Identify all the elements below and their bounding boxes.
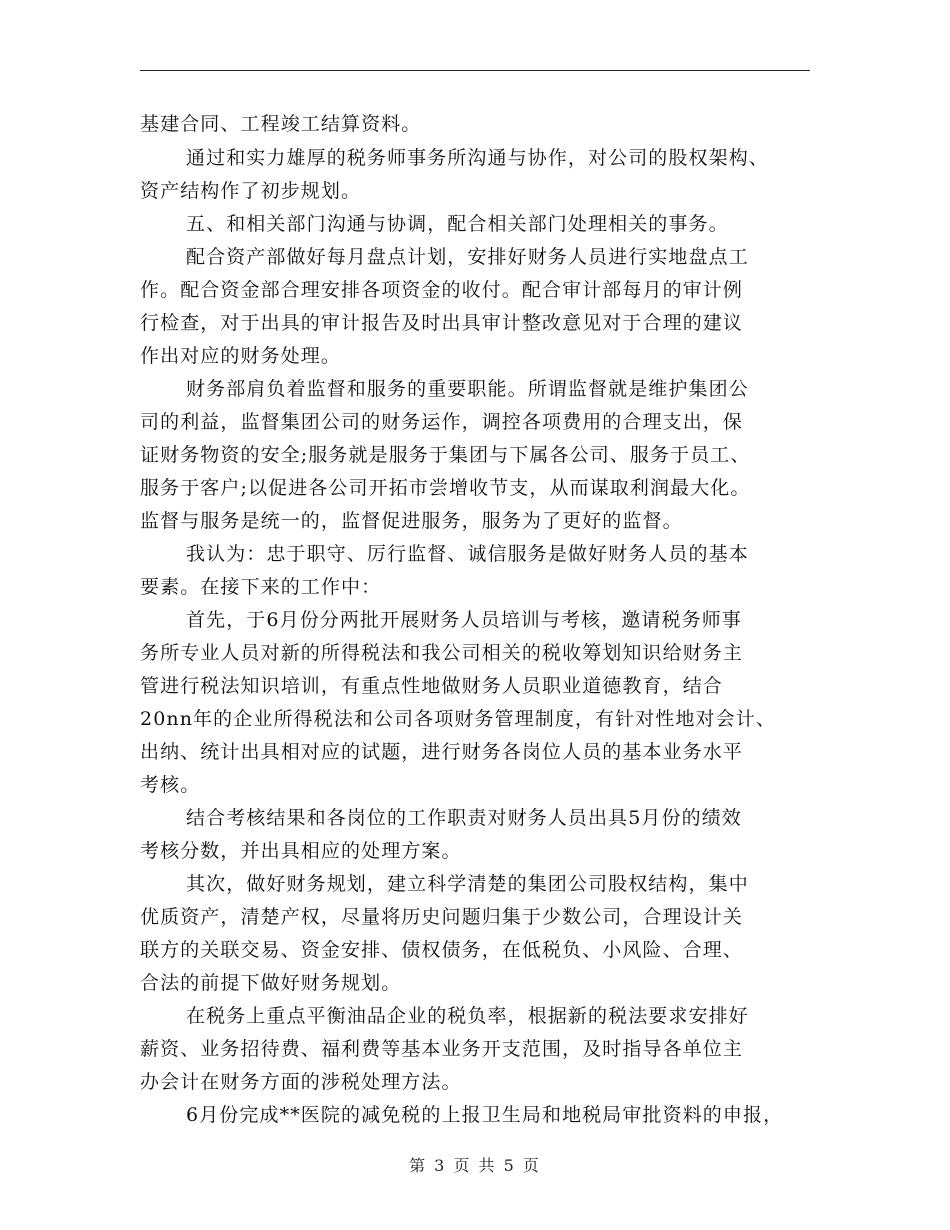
text-line: 五、和相关部门沟通与协调，配合相关部门处理相关的事务。	[186, 213, 729, 235]
text-line: 基建合同、工程竣工结算资料。	[140, 113, 422, 135]
text-line: 作出对应的财务处理。	[140, 345, 342, 367]
text-line: 优质资产，清楚产权，尽量将历史问题归集于少数公司，合理设计关	[140, 906, 744, 928]
text-line: 薪资、业务招待费、福利费等基本业务开支范围，及时指导各单位主	[140, 1038, 744, 1060]
text-line: 6月份完成**医院的减免税的上报卫生局和地税局审批资料的申报，	[186, 1104, 784, 1126]
text-line: 20nn年的企业所得税法和公司各项财务管理制度，有针对性地对会计、	[140, 708, 776, 730]
text-line: 首先，于6月份分两批开展财务人员培训与考核，邀请税务师事	[186, 609, 742, 631]
text-line: 监督与服务是统一的，监督促进服务，服务为了更好的监督。	[140, 510, 683, 532]
text-line: 在税务上重点平衡油品企业的税负率，根据新的税法要求安排好	[186, 1005, 749, 1027]
text-line: 管进行税法知识培训，有重点性地做财务人员职业道德教育，结合	[140, 675, 723, 697]
text-line: 其次，做好财务规划，建立科学清楚的集团公司股权结构，集中	[186, 873, 749, 895]
text-line: 行检查，对于出具的审计报告及时出具审计整改意见对于合理的建议	[140, 312, 744, 334]
text-line: 结合考核结果和各岗位的工作职责对财务人员出具5月份的绩效	[186, 807, 742, 829]
text-line: 务所专业人员对新的所得税法和我公司相关的税收筹划知识给财务主	[140, 642, 744, 664]
text-line: 作。配合资金部合理安排各项资金的收付。配合审计部每月的审计例	[140, 279, 744, 301]
text-line: 司的利益，监督集团公司的财务运作，调控各项费用的合理支出，保	[140, 411, 744, 433]
text-line: 考核分数，并出具相应的处理方案。	[140, 840, 462, 862]
text-line: 办会计在财务方面的涉税处理方法。	[140, 1071, 462, 1093]
text-line: 我认为：忠于职守、厉行监督、诚信服务是做好财务人员的基本	[186, 543, 749, 565]
text-line: 合法的前提下做好财务规划。	[140, 972, 402, 994]
text-line: 财务部肩负着监督和服务的重要职能。所谓监督就是维护集团公	[186, 378, 749, 400]
text-line: 考核。	[140, 774, 201, 796]
text-line: 通过和实力雄厚的税务师事务所沟通与协作，对公司的股权架构、	[186, 147, 769, 169]
text-line: 配合资产部做好每月盘点计划，安排好财务人员进行实地盘点工	[186, 246, 749, 268]
text-line: 联方的关联交易、资金安排、债权债务，在低税负、小风险、合理、	[140, 939, 744, 961]
text-line: 证财务物资的安全;服务就是服务于集团与下属各公司、服务于员工、	[140, 444, 751, 466]
text-line: 出纳、统计出具相对应的试题，进行财务各岗位人员的基本业务水平	[140, 741, 744, 763]
page-number-footer: 第 3 页 共 5 页	[409, 1156, 541, 1175]
text-line: 服务于客户;以促进各公司开拓市尝增收节支，从而谋取利润最大化。	[140, 477, 751, 499]
text-line: 资产结构作了初步规划。	[140, 180, 362, 202]
text-line: 要素。在接下来的工作中：	[140, 576, 382, 598]
